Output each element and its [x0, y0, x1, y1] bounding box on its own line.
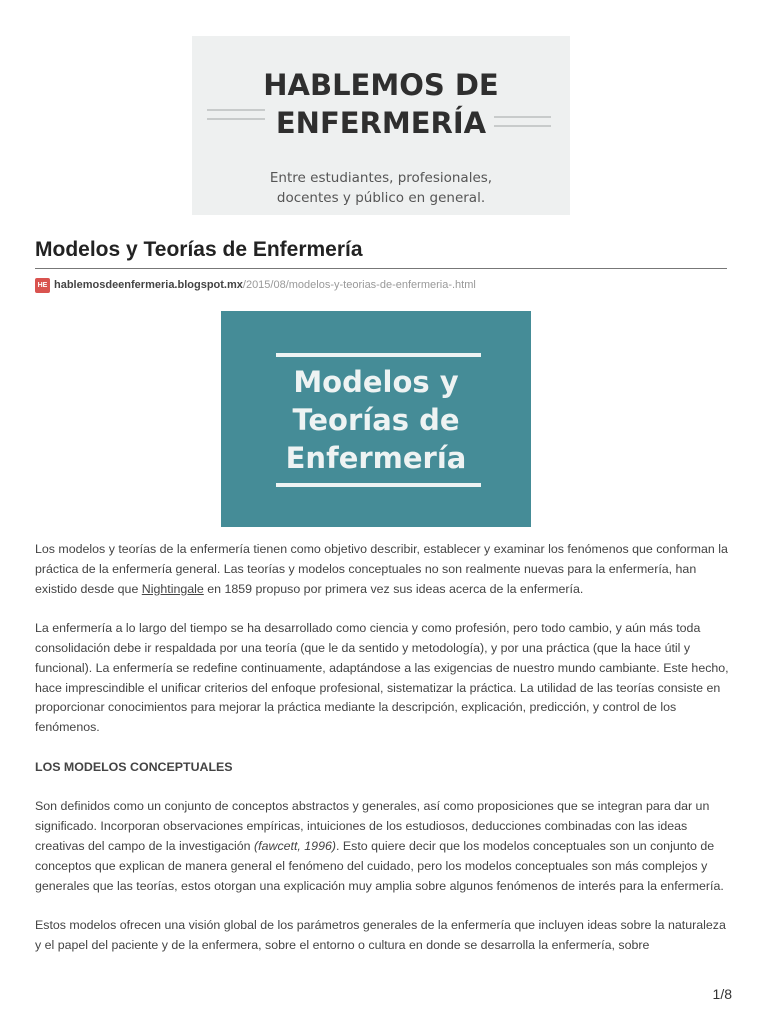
paragraph-3-text-a: Son definidos como un conjunto de conceptos abstractos y generales, así como proposiciones que se integran para dar un significado. Incorporan observaciones empíricas, intuiciones de los estudiosos, deducciones combinadas con las ideas creativas del campo de la investigación — [35, 799, 710, 853]
hero-line3: Enfermería — [285, 441, 467, 475]
page-title: Modelos y Teorías de Enfermería — [35, 238, 363, 261]
section-heading: LOS MODELOS CONCEPTUALES — [35, 759, 233, 774]
banner-subtitle — [192, 168, 570, 208]
hero-text — [221, 363, 531, 477]
banner-subtitle-line2: docentes y público en general. — [276, 190, 486, 206]
paragraph-4: Estos modelos ofrecen una visión global de los parámetros generales de la enfermería que incluyen ideas sobre la naturaleza y el papel del paciente y de la enfermera, sobre el entorno o cultura en donde se desarrolla la enfermería, sobre — [35, 918, 726, 952]
paragraph-3-text-b: . Esto quiere decir que los modelos conceptuales son un conjunto de conceptos que explican de manera general el fenómeno del cuidado, pero los modelos conceptuales son más complejos y generales que las teorías, estos otorgan una explicación muy amplia sobre algunos fenómenos de interés para la enfermería. — [35, 838, 724, 893]
banner-title-line2: ENFERMERÍA — [275, 106, 487, 140]
hero-image — [221, 311, 531, 527]
banner-title-line1: HABLEMOS DE — [263, 68, 499, 102]
paragraph-1-text-a: Los modelos y teorías de la enfermería tienen como objetivo describir, establecer y examinar los fenómenos que conforman la práctica de la enfermería general. Las teorías y modelos conceptuales no son realmente nuevas para la enfermería, han existido desde que — [35, 542, 728, 596]
page-number: 1/8 — [712, 986, 732, 1002]
source-link[interactable] — [35, 276, 476, 294]
paragraph-3 — [35, 797, 733, 896]
citation: (fawcett, 1996) — [254, 838, 336, 853]
source-domain[interactable]: hablemosdeenfermeria.blogspot.mx — [54, 279, 243, 291]
banner-title — [192, 66, 570, 142]
hero-top-bar — [276, 353, 481, 357]
banner-subtitle-line1: Entre estudiantes, profesionales, — [269, 170, 493, 186]
hero-bottom-bar — [276, 483, 481, 487]
hero-line1: Modelos y — [293, 365, 459, 399]
hero-line2: Teorías de — [292, 403, 460, 437]
source-path[interactable]: /2015/08/modelos-y-teorias-de-enfermeria-.html — [242, 279, 476, 291]
title-divider — [35, 268, 727, 269]
site-favicon-icon: HE — [35, 278, 50, 293]
paragraph-1-text-b: en 1859 propuso por primera vez sus ideas acerca de la enfermería. — [203, 581, 584, 596]
article-body — [35, 540, 733, 976]
site-banner — [192, 36, 570, 215]
paragraph-2: La enfermería a lo largo del tiempo se ha desarrollado como ciencia y como profesión, pero todo cambio, y aún más toda consolidación debe ir respaldada por una teoría (que le da sentido y metodología), y por una práctica (que la hace útil y funcional). La enfermería se redefine continuamente, adaptándose a las exigencias de nuestro mundo cambiante. Este hecho, hace imprescindible el unificar criterios del enfoque profesional, sistematizar la práctica. La utilidad de las teorías consiste en proporcionar conocimientos para mejorar la práctica mediante la descripción, explicación, predicción, y control de los fenómenos. — [35, 621, 729, 735]
paragraph-1 — [35, 540, 733, 599]
nightingale-link[interactable]: Nightingale — [141, 581, 204, 596]
